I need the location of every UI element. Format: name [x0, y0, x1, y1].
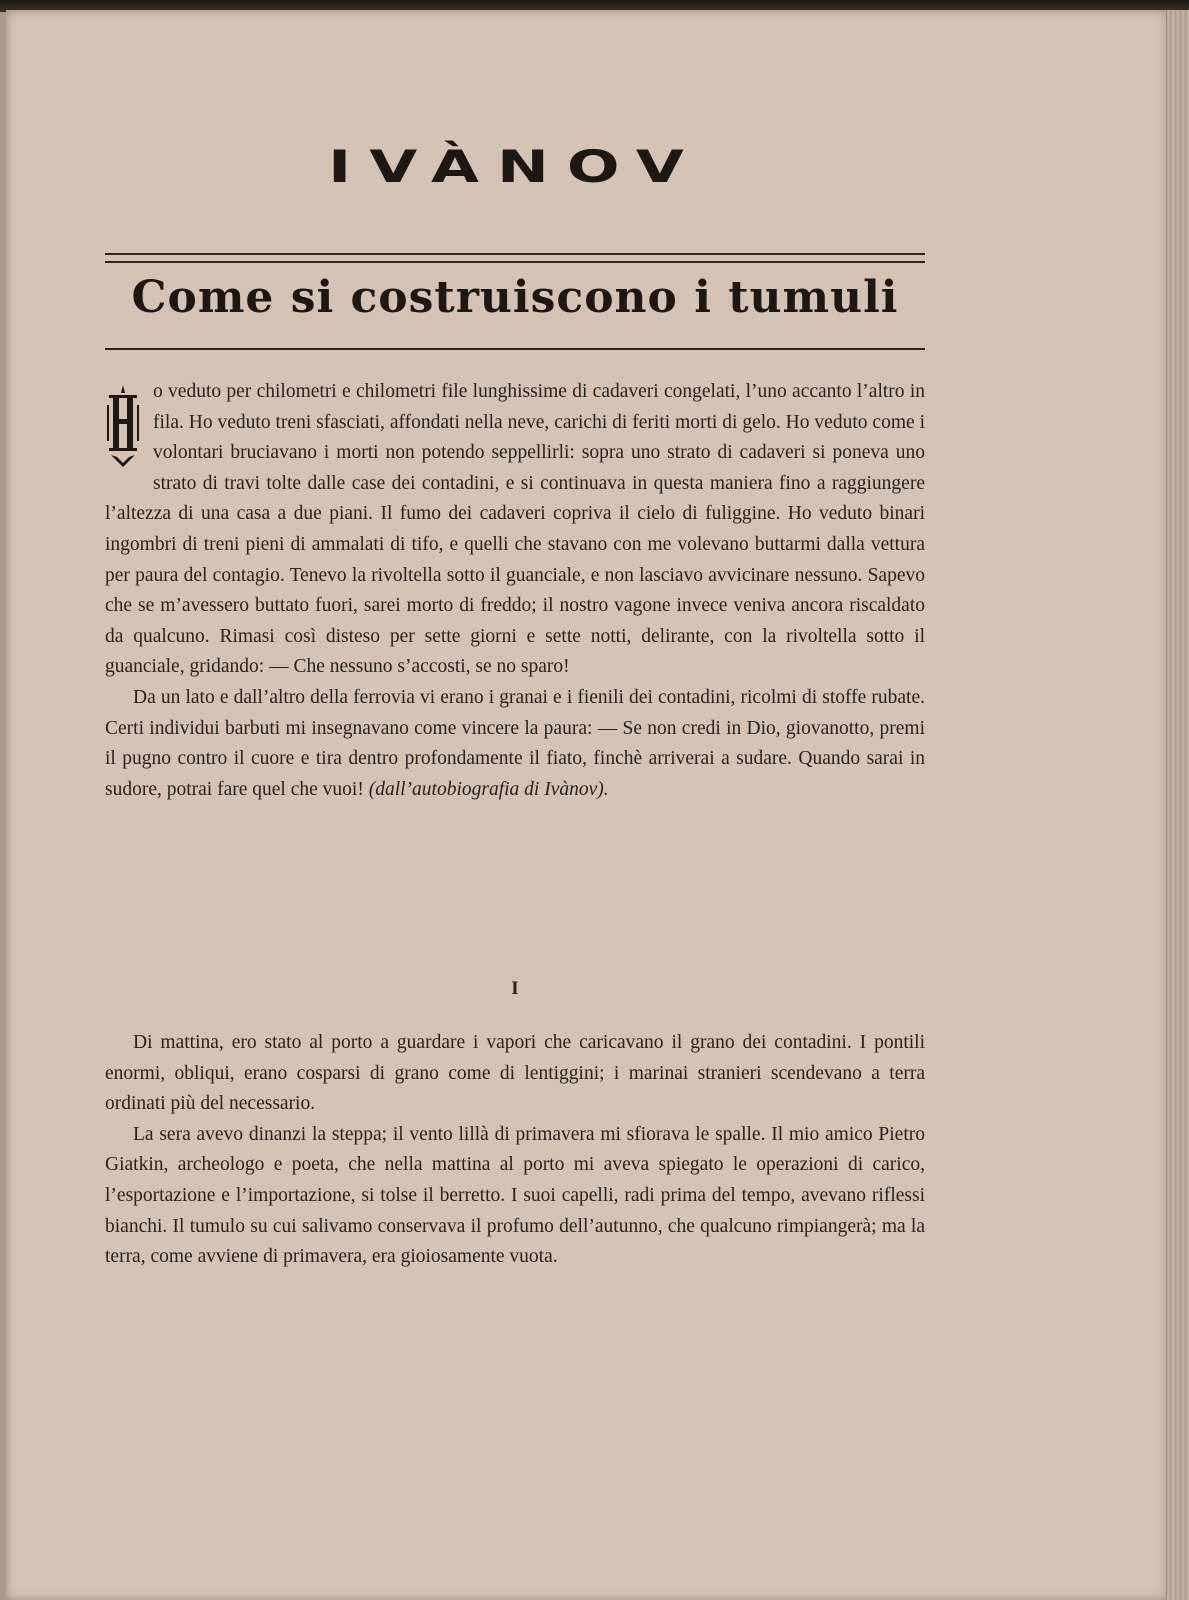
- intro-paragraph-2-text: Da un lato e dall’altro della ferrovia vi erano i granai e i fienili dei contadini, ricolmi di stoffe rubate. Certi individui barbuti mi insegnavano come vincere la paura: — Se non credi in Dio, giovanotto, premi il pugno contro il cuore e tira dentro profondamente il fiato, finchè arriverai a sudare. Quando sarai in sudore, potrai fare quel che vuoi!: [105, 686, 925, 800]
- intro-paragraph-1: [105, 377, 925, 683]
- intro-text: [105, 377, 925, 805]
- intro-citation: (dall’autobiografia di Ivànov).: [368, 778, 609, 800]
- intro-paragraph-1-text: o veduto per chilometri e chilometri file lunghissime di cadaveri congelati, l’uno accanto l’altro in fila. Ho veduto treni sfasciati, affondati nella neve, carichi di feriti morti di gelo. Ho veduto come i volontari bruciavano i morti non potendo seppellirli: sopra uno strato di cadaveri si poneva uno strato di travi tolte dalle case dei contadini, e si continuava in questa maniera fino a raggiungere l’altezza di una casa a due piani. Il fumo dei cadaveri copriva il cielo di fuliggine. Ho veduto binari ingombri di treni pieni di ammalati di tifo, e quelli che stavano con me volevano buttarmi dalla vettura per paura del contagio. Tenevo la rivoltella sotto il guanciale, e non lasciavo avvicinare nessuno. Sapevo che se m’avessero buttato fuori, sarei morto di freddo; il nostro vagone invece veniva ancora riscaldato da qualcuno. Rimasi così disteso per sette giorni e sette notti, delirante, con la rivoltella sotto il guanciale, gridando: — Che nessuno s’accosti, se no sparo!: [105, 381, 925, 678]
- heading-rule-top: [105, 253, 925, 255]
- intro-paragraph-2: [105, 683, 925, 805]
- author-heading: IVÀNOV: [328, 140, 702, 193]
- section-number: I: [511, 978, 519, 999]
- section-1-text: [105, 1028, 925, 1273]
- heading-rule-top-second: [105, 261, 925, 263]
- dropcap-h-ornament: [105, 385, 141, 469]
- section-1-paragraph-2: La sera avevo dinanzi la steppa; il vento lillà di primavera mi sfiorava le spalle. Il mio amico Pietro Giatkin, archeologo e poeta, che nella mattina al porto mi aveva spiegato le operazioni di carico, l’esportazione e l’importazione, si tolse il berretto. I suoi capelli, radi prima del tempo, avevano riflessi bianchi. Il tumulo su cui salivamo conservava il profumo dell’autunno, che qualcuno rimpiangerà; ma la terra, come avviene di primavera, era gioiosamente vuota.: [105, 1123, 925, 1268]
- section-1-paragraph-1: Di mattina, ero stato al porto a guardare i vapori che caricavano il grano dei contadini. I pontili enormi, obliqui, erano cosparsi di grano come di lentiggini; i marinai stranieri scendevano a terra ordinati più del necessario.: [105, 1032, 925, 1115]
- page-stack-edge: [1166, 10, 1189, 1600]
- chapter-title: Come si costruiscono i tumuli: [131, 272, 899, 323]
- heading-rule-bottom: [105, 348, 925, 350]
